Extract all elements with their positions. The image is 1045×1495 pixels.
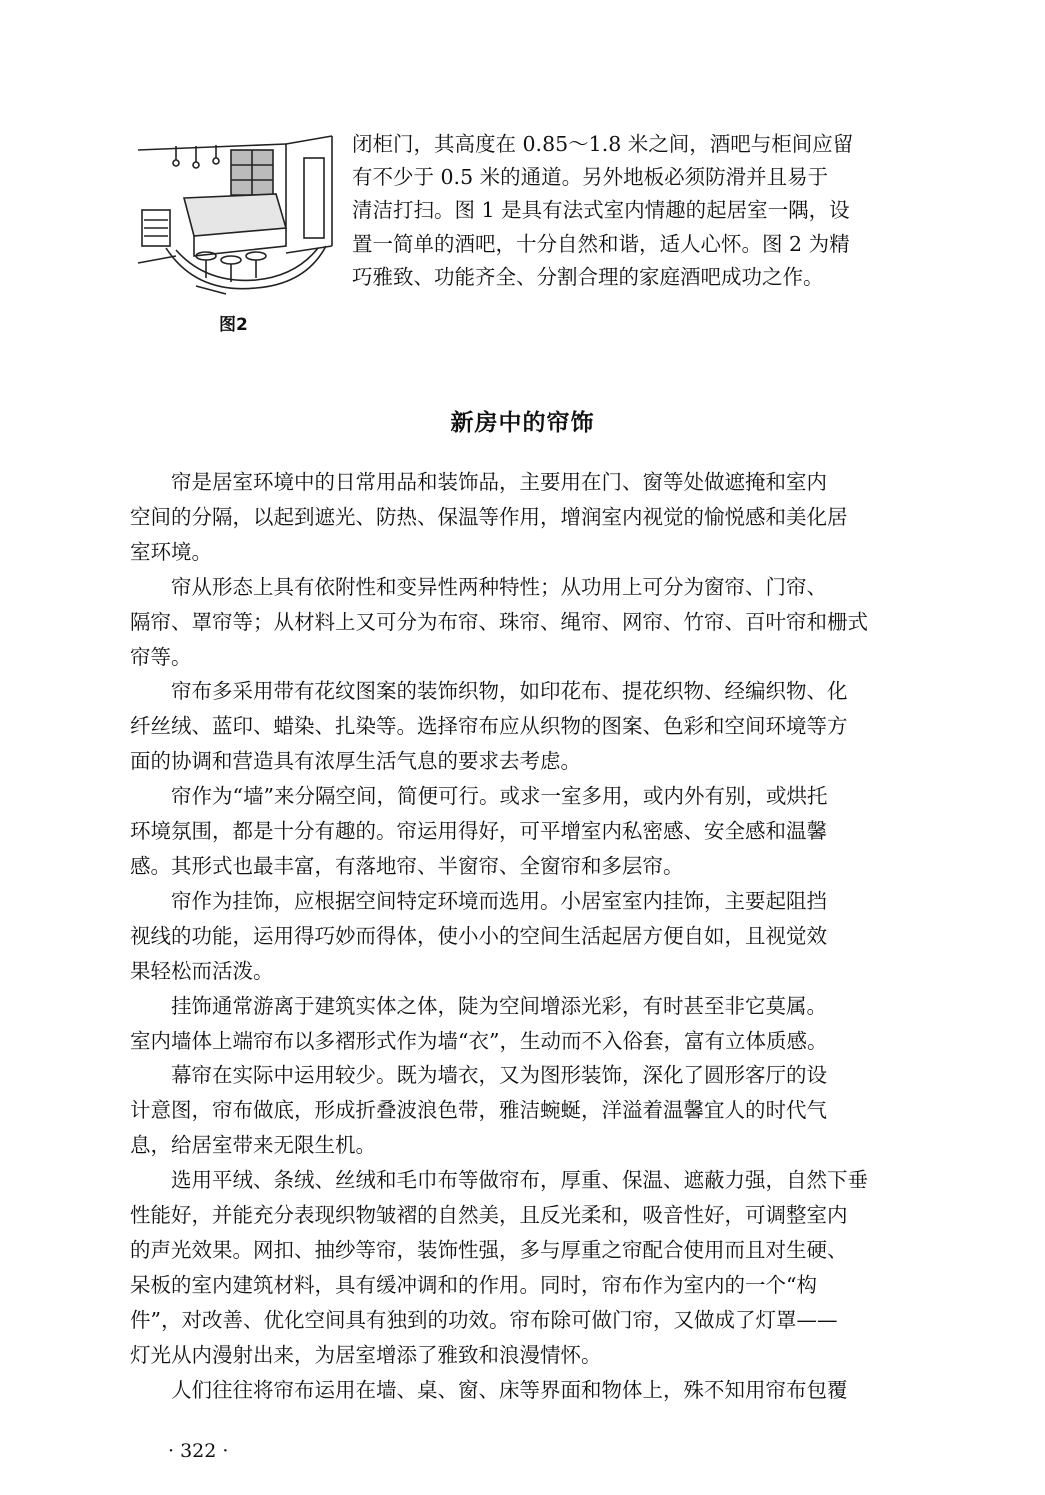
text-line: 纤丝绒、蓝印、蜡染、扎染等。选择帘布应从织物的图案、色彩和空间环境等方	[130, 714, 848, 739]
text-line: 面的协调和营造具有浓厚生活气息的要求去考虑。	[130, 749, 581, 774]
text-line: 呆板的室内建筑材料，具有缓冲调和的作用。同时，帘布作为室内的一个“构	[130, 1272, 817, 1297]
intro-paragraph	[352, 128, 916, 294]
text-line: 隔帘、罩帘等；从材料上又可分为布帘、珠帘、绳帘、网帘、竹帘、百叶帘和栅式	[130, 609, 868, 634]
text-line: 有不少于 0.5 米的通道。另外地板必须防滑并且易于	[352, 165, 829, 190]
text-line: 感。其形式也最丰富，有落地帘、半窗帘、全窗帘和多层帘。	[130, 853, 684, 878]
figure-caption: 图2	[219, 315, 248, 335]
text-line: 闭柜门，其高度在 0.85～1.8 米之间，酒吧与柜间应留	[352, 132, 854, 156]
text-line: 计意图，帘布做底，形成折叠波浪色带，雅洁蜿蜒，洋溢着温馨宜人的时代气	[130, 1098, 827, 1123]
text-line: 环境氛围，都是十分有趣的。帘运用得好，可平增室内私密感、安全感和温馨	[130, 819, 827, 844]
article-body	[130, 465, 920, 1407]
section-title: 新房中的帘饰	[450, 410, 595, 436]
text-line: 性能好，并能充分表现织物皱褶的自然美，且反光柔和，吸音性好，可调整室内	[130, 1203, 848, 1228]
text-line: 室环境。	[130, 539, 212, 564]
text-line: 的声光效果。网扣、抽纱等帘，装饰性强，多与厚重之帘配合使用而且对生硬、	[130, 1237, 848, 1262]
text-line: 室内墙体上端帘布以多褶形式作为墙“衣”，生动而不入俗套，富有立体质感。	[130, 1028, 828, 1053]
text-line: 息，给居室带来无限生机。	[130, 1133, 376, 1158]
bar-interior-sketch-icon	[136, 128, 336, 296]
figure-2	[136, 128, 336, 296]
text-line: 帘从形态上具有依附性和变异性两种特性；从功用上可分为窗帘、门帘、	[130, 574, 827, 599]
text-line: 灯光从内漫射出来，为居室增添了雅致和浪漫情怀。	[130, 1342, 602, 1367]
text-line: 视线的功能，运用得巧妙而得体，使小小的空间生活起居方便自如，且视觉效	[130, 923, 827, 948]
text-line: 件”，对改善、优化空间具有独到的功效。帘布除可做门帘，又做成了灯罩——	[130, 1307, 838, 1332]
text-line: 空间的分隔，以起到遮光、防热、保温等作用，增润室内视觉的愉悦感和美化居	[130, 504, 848, 529]
page-number: · 322 ·	[168, 1440, 229, 1462]
text-line: 帘作为“墙”来分隔空间，简便可行。或求一室多用，或内外有别，或烘托	[130, 784, 828, 809]
text-line: 挂饰通常游离于建筑实体之体，陡为空间增添光彩，有时甚至非它莫属。	[130, 993, 827, 1018]
text-line: 选用平绒、条绒、丝绒和毛巾布等做帘布，厚重、保温、遮蔽力强，自然下垂	[130, 1168, 868, 1193]
text-line: 帘等。	[130, 644, 192, 669]
text-line: 幕帘在实际中运用较少。既为墙衣，又为图形装饰，深化了圆形客厅的设	[130, 1063, 827, 1088]
text-line: 帘作为挂饰，应根据空间特定环境而选用。小居室室内挂饰，主要起阻挡	[130, 888, 827, 913]
text-line: 巧雅致、功能齐全、分割合理的家庭酒吧成功之作。	[352, 264, 824, 289]
text-line: 帘布多采用带有花纹图案的装饰织物，如印花布、提花织物、经编织物、化	[130, 679, 848, 704]
text-line: 果轻松而活泼。	[130, 958, 274, 983]
text-line: 清洁打扫。图 1 是具有法式室内情趣的起居室一隅，设	[352, 198, 850, 223]
text-line: 置一简单的酒吧，十分自然和谐，适人心怀。图 2 为精	[352, 231, 850, 256]
text-line: 帘是居室环境中的日常用品和装饰品，主要用在门、窗等处做遮掩和室内	[130, 470, 827, 494]
text-line: 人们往往将帘布运用在墙、桌、窗、床等界面和物体上，殊不知用帘布包覆	[130, 1377, 848, 1402]
